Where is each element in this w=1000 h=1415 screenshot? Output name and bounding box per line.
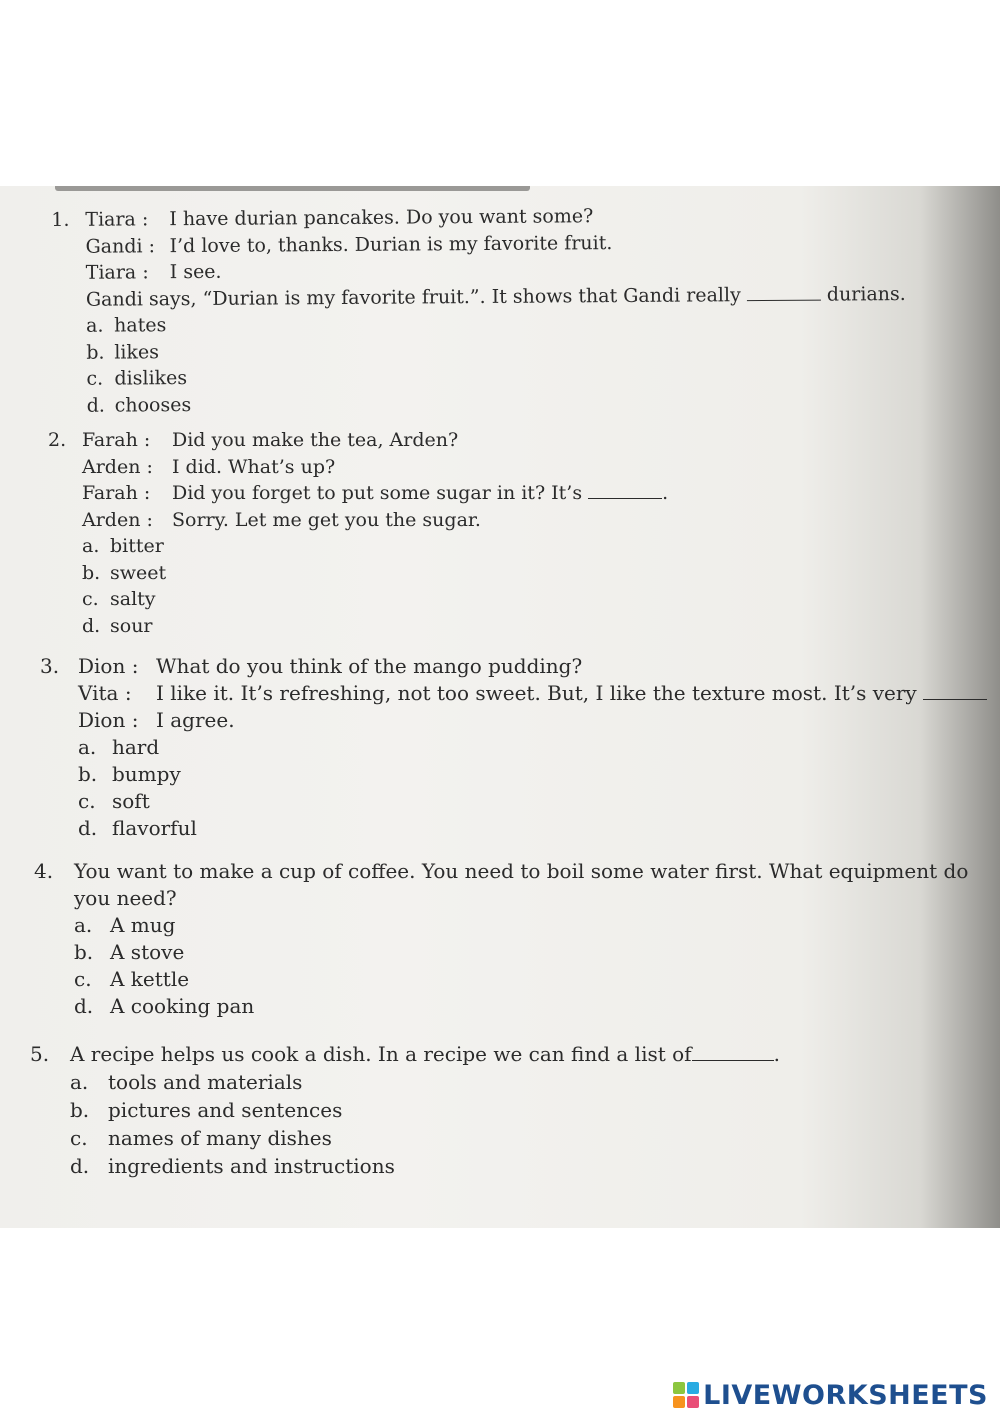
option-letter: c.: [70, 1126, 88, 1150]
option-letter: a.: [74, 913, 93, 937]
speaker: Vita :: [78, 681, 132, 705]
dialog-text: I have durian pancakes. Do you want some?: [169, 205, 594, 231]
option-letter: a.: [82, 535, 100, 557]
speaker: Dion :: [78, 654, 139, 678]
dialog-text: Sorry. Let me get you the sugar.: [172, 508, 481, 531]
speaker: Tiara :: [85, 208, 149, 231]
option-letter: c.: [78, 789, 96, 813]
option-letter: b.: [74, 940, 94, 964]
option-letter: c.: [86, 367, 104, 390]
option-text[interactable]: A mug: [110, 913, 176, 937]
option-letter: d.: [86, 394, 105, 417]
speaker: Farah :: [82, 429, 151, 451]
option-text[interactable]: A cooking pan: [110, 994, 255, 1018]
option-text[interactable]: bitter: [110, 535, 164, 557]
dialog-text: What do you think of the mango pudding?: [156, 654, 583, 678]
option-letter: d.: [74, 994, 94, 1018]
dialog-text: Did you forget to put some sugar in it? It’s: [172, 482, 583, 504]
option-letter: c.: [74, 967, 92, 991]
footer-brand: [673, 1375, 988, 1415]
option-text[interactable]: A stove: [110, 940, 185, 964]
option-text[interactable]: dislikes: [114, 367, 188, 390]
dialog-text: I like it. It’s refreshing, not too sweet. But, I like the texture most. It’s very: [156, 681, 917, 705]
logo-square: [673, 1382, 685, 1394]
dialog-text: I did. What’s up?: [172, 455, 336, 478]
page-edge: [55, 186, 530, 191]
answer-blank[interactable]: [923, 681, 987, 700]
option-text[interactable]: likes: [114, 340, 160, 364]
speaker: Gandi :: [85, 234, 156, 258]
question-number: 5.: [30, 1042, 50, 1066]
dialog-text: I see.: [169, 260, 222, 284]
logo-square: [673, 1396, 685, 1408]
dialog-text: Did you make the tea, Arden?: [172, 429, 459, 451]
brand-name: LIVEWORKSHEETS: [703, 1379, 988, 1411]
speaker: Arden :: [82, 455, 153, 478]
option-letter: d.: [70, 1154, 90, 1178]
punctuation: .: [773, 1042, 780, 1066]
question-stem: A recipe helps us cook a dish. In a recipe we can find a list of: [70, 1042, 692, 1066]
question-number: 1.: [51, 208, 70, 231]
speaker: Farah :: [82, 482, 151, 504]
question-number: 4.: [34, 859, 54, 883]
punctuation: .: [662, 482, 669, 504]
option-text[interactable]: tools and materials: [108, 1070, 303, 1094]
logo-square: [687, 1382, 699, 1394]
option-text[interactable]: bumpy: [112, 762, 181, 786]
answer-blank[interactable]: [692, 1042, 774, 1061]
option-letter: a.: [70, 1070, 89, 1094]
question-stem-cont: you need?: [74, 886, 177, 910]
option-letter: b.: [86, 341, 105, 364]
question-5: [30, 1040, 780, 1180]
option-text[interactable]: hates: [114, 314, 167, 337]
option-text[interactable]: flavorful: [112, 816, 197, 840]
speaker: Dion :: [78, 708, 139, 732]
question-number: 3.: [40, 654, 60, 678]
option-letter: a.: [78, 735, 97, 759]
option-letter: c.: [82, 588, 99, 610]
dialog-text: I agree.: [156, 708, 235, 732]
question-number: 2.: [48, 429, 67, 451]
option-letter: b.: [78, 762, 98, 786]
speaker: Arden :: [82, 508, 153, 531]
option-letter: b.: [82, 561, 101, 584]
option-text[interactable]: salty: [110, 588, 156, 610]
question-stem: You want to make a cup of coffee. You need to boil some water first. What equipment do: [74, 859, 969, 883]
answer-blank[interactable]: [588, 480, 662, 499]
liveworksheets-logo-icon: [673, 1382, 699, 1408]
option-text[interactable]: soft: [112, 789, 150, 813]
question-4: [34, 858, 968, 1020]
question-3: [40, 653, 987, 842]
option-letter: b.: [70, 1098, 90, 1122]
question-prompt: Gandi says, “Durian is my favorite fruit.”. It shows that Gandi really: [85, 283, 741, 311]
speaker: Tiara :: [85, 261, 149, 284]
question-2: [48, 427, 668, 639]
option-text[interactable]: sweet: [110, 561, 167, 584]
option-text[interactable]: hard: [112, 735, 160, 759]
dialog-text: I’d love to, thanks. Durian is my favorite fruit.: [169, 231, 613, 257]
option-text[interactable]: ingredients and instructions: [108, 1154, 395, 1178]
option-text[interactable]: pictures and sentences: [108, 1098, 343, 1122]
question-1: [51, 201, 906, 419]
option-text[interactable]: names of many dishes: [108, 1126, 332, 1150]
question-prompt-end: durians.: [826, 282, 906, 306]
answer-blank[interactable]: [747, 281, 821, 301]
option-letter: a.: [86, 314, 104, 337]
option-text[interactable]: A kettle: [110, 967, 190, 991]
option-text[interactable]: sour: [110, 614, 153, 637]
option-letter: d.: [78, 816, 98, 840]
option-letter: d.: [82, 614, 101, 637]
option-text[interactable]: chooses: [114, 393, 192, 417]
logo-square: [687, 1396, 699, 1408]
